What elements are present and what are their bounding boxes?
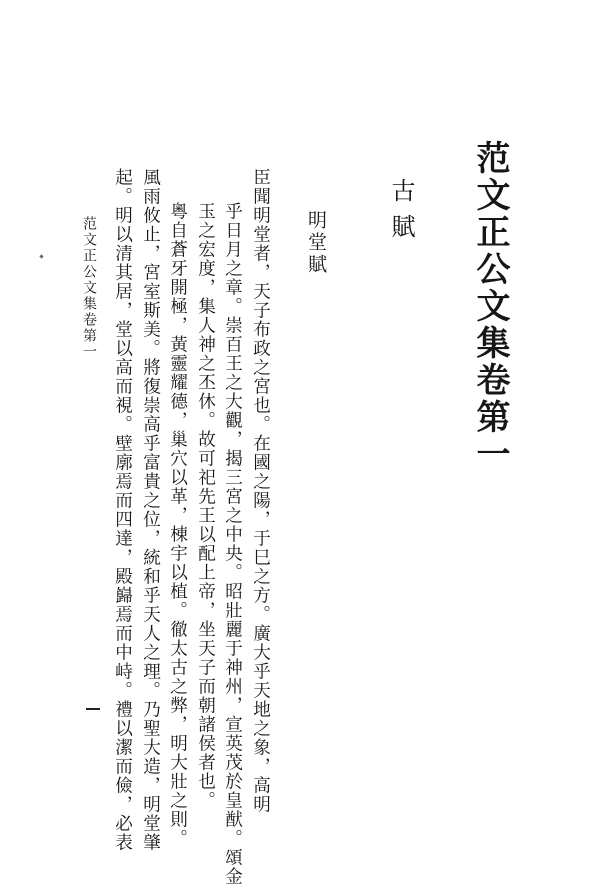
piece-title: 明堂賦	[305, 210, 327, 276]
page-number-mark	[86, 708, 100, 710]
text-column: 起。明以清其居，堂以高而視。壁廓焉而四達，殿巋焉而中峙。禮以潔而儉，必表	[112, 168, 133, 852]
text-column: 粵自蒼牙開極，黃靈耀德，巢穴以革，棟宇以植。徹太古之弊，明大壯之則。	[167, 202, 188, 848]
margin-running-title: 范文正公文集卷第一	[81, 216, 97, 360]
section-heading: 古賦	[387, 178, 415, 250]
text-column: 玉之宏度，集人神之丕休。故可祀先王以配上帝，坐天子而朝諸侯者也。	[195, 202, 216, 810]
scan-speck	[39, 254, 43, 258]
text-column: 風雨攸止，宮室斯美。將復崇高乎富貴之位，統和乎天人之理。乃聖大造，明堂肇	[140, 168, 161, 852]
volume-title: 范文正公文集卷第一	[470, 140, 510, 473]
text-column: 乎日月之章。崇百王之大觀，揭三宮之中央。昭壯麗于神州，宣英茂於皇猷。頌金	[222, 202, 243, 886]
text-column: 臣聞明堂者，天子布政之宮也。在國之陽，于巳之方。廣大乎天地之象，高明	[250, 168, 271, 814]
